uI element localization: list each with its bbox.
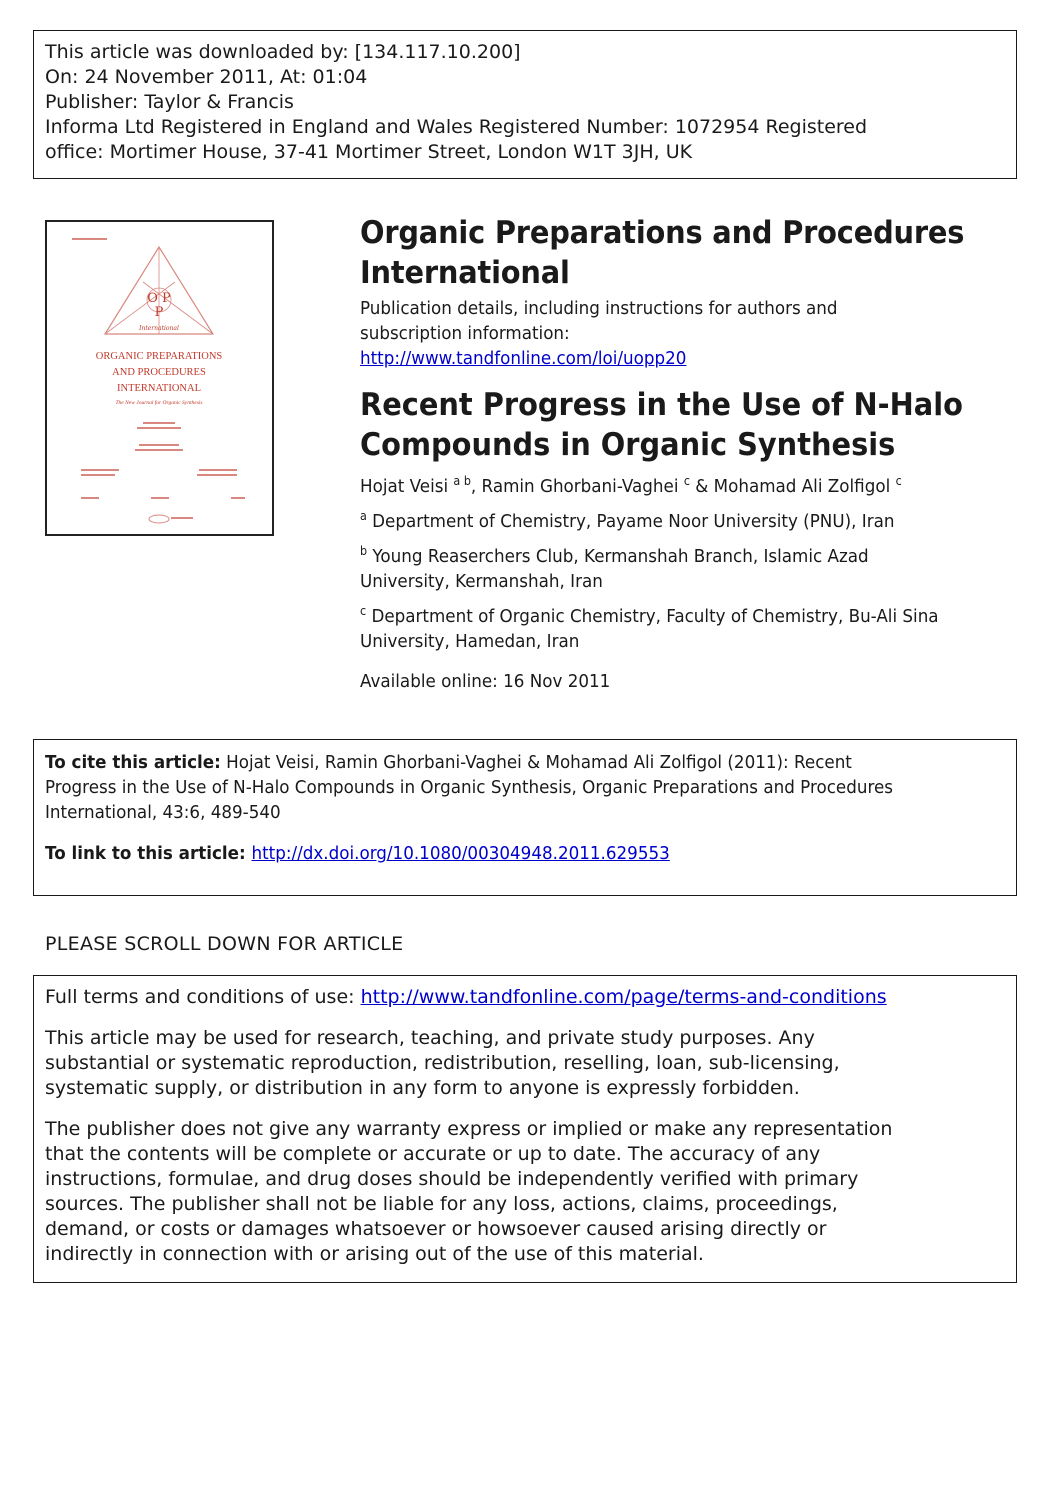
journal-title <box>360 213 1030 293</box>
citation-text: Progress in the Use of N-Halo Compounds in Organic Synthesis, Organic Preparations and Procedures <box>45 777 894 798</box>
terms-text: substantial or systematic reproduction, redistribution, reselling, loan, sub-licensing, <box>45 1052 840 1074</box>
affiliation-marker: c <box>360 604 367 618</box>
download-info-line: On: 24 November 2011, At: 01:04 <box>45 66 368 88</box>
download-info-line: office: Mortimer House, 37-41 Mortimer Street, London W1T 3JH, UK <box>45 141 693 163</box>
article-title <box>360 385 1030 465</box>
citation-text: Hojat Veisi, Ramin Ghorbani-Vaghei & Mohamad Ali Zolfigol (2011): Recent <box>220 752 852 773</box>
affiliation-marker: a b <box>453 474 471 488</box>
affiliation-marker: c <box>683 474 690 488</box>
author-name: , Ramin Ghorbani-Vaghei <box>470 476 679 497</box>
author-name: Hojat Veisi <box>360 476 449 497</box>
affiliation-marker: c <box>895 474 902 488</box>
cover-title-line: INTERNATIONAL <box>117 383 201 394</box>
cover-tagline: The New Journal for Organic Synthesis <box>115 400 203 406</box>
terms-text: indirectly in connection with or arising out of the use of this material. <box>45 1243 704 1265</box>
scroll-down-notice: PLEASE SCROLL DOWN FOR ARTICLE <box>45 933 404 955</box>
doi-link[interactable]: http://dx.doi.org/10.1080/00304948.2011.629553 <box>251 843 670 864</box>
journal-cover-art <box>47 222 272 534</box>
cover-title-line: AND PROCEDURES <box>112 367 206 378</box>
affiliation-marker: b <box>360 544 368 558</box>
available-online-date: Available online: 16 Nov 2011 <box>360 671 611 692</box>
affiliation-text: University, Hamedan, Iran <box>360 631 580 652</box>
terms-text: demand, or costs or damages whatsoever or howsoever caused arising directly or <box>45 1218 827 1240</box>
citation-text: International, 43:6, 489-540 <box>45 802 281 823</box>
cover-title-line: ORGANIC PREPARATIONS <box>95 351 223 362</box>
cite-label: To cite this article: <box>45 752 221 773</box>
details-line: subscription information: <box>360 323 570 344</box>
journal-url-link[interactable]: http://www.tandfonline.com/loi/uopp20 <box>360 348 687 369</box>
citation-box <box>33 739 1017 896</box>
terms-text: that the contents will be complete or accurate or up to date. The accuracy of any <box>45 1143 821 1165</box>
journal-title-line: International <box>360 255 570 291</box>
terms-text: systematic supply, or distribution in any form to anyone is expressly forbidden. <box>45 1077 800 1099</box>
affiliation-b <box>360 539 1030 594</box>
cover-logo-letters: O P <box>147 291 171 306</box>
usage-paragraph <box>45 1026 1005 1101</box>
affiliation-marker: a <box>360 509 367 523</box>
cover-logo-subtitle: International <box>139 325 179 332</box>
terms-label: Full terms and conditions of use: <box>45 986 361 1008</box>
publication-details <box>360 296 1030 371</box>
terms-text: This article may be used for research, teaching, and private study purposes. Any <box>45 1027 815 1049</box>
terms-box <box>33 975 1017 1283</box>
cover-logo-letter-p: P <box>154 305 164 320</box>
publisher-logo-icon <box>149 515 169 523</box>
affiliation-text: Young Reaserchers Club, Kermanshah Branch, Islamic Azad <box>367 546 869 567</box>
article-title-line: Recent Progress in the Use of N-Halo <box>360 387 963 423</box>
terms-text: The publisher does not give any warranty express or implied or make any representation <box>45 1118 893 1140</box>
disclaimer-paragraph <box>45 1117 1005 1267</box>
author-name: & Mohamad Ali Zolfigol <box>689 476 891 497</box>
author-list <box>360 469 1030 499</box>
article-metadata <box>360 213 1020 694</box>
download-info-line: This article was downloaded by: [134.117.10.200] <box>45 41 521 63</box>
terms-text: instructions, formulae, and drug doses should be independently verified with primary <box>45 1168 859 1190</box>
affiliation-a <box>360 504 1030 534</box>
details-line: Publication details, including instructions for authors and <box>360 298 838 319</box>
download-info-box <box>33 30 1017 179</box>
download-info-line: Informa Ltd Registered in England and Wales Registered Number: 1072954 Registered <box>45 116 868 138</box>
terms-link[interactable]: http://www.tandfonline.com/page/terms-and-conditions <box>360 986 887 1008</box>
affiliation-text: Department of Organic Chemistry, Faculty of Chemistry, Bu-Ali Sina <box>366 606 939 627</box>
journal-title-line: Organic Preparations and Procedures <box>360 215 965 251</box>
affiliation-c <box>360 599 1030 654</box>
affiliation-text: Department of Chemistry, Payame Noor University (PNU), Iran <box>366 511 895 532</box>
article-title-line: Compounds in Organic Synthesis <box>360 427 896 463</box>
journal-cover-image <box>45 220 274 536</box>
download-info-line: Publisher: Taylor & Francis <box>45 91 294 113</box>
terms-text: sources. The publisher shall not be liable for any loss, actions, claims, proceedings, <box>45 1193 838 1215</box>
affiliation-text: University, Kermanshah, Iran <box>360 571 603 592</box>
link-label: To link to this article: <box>45 843 252 864</box>
